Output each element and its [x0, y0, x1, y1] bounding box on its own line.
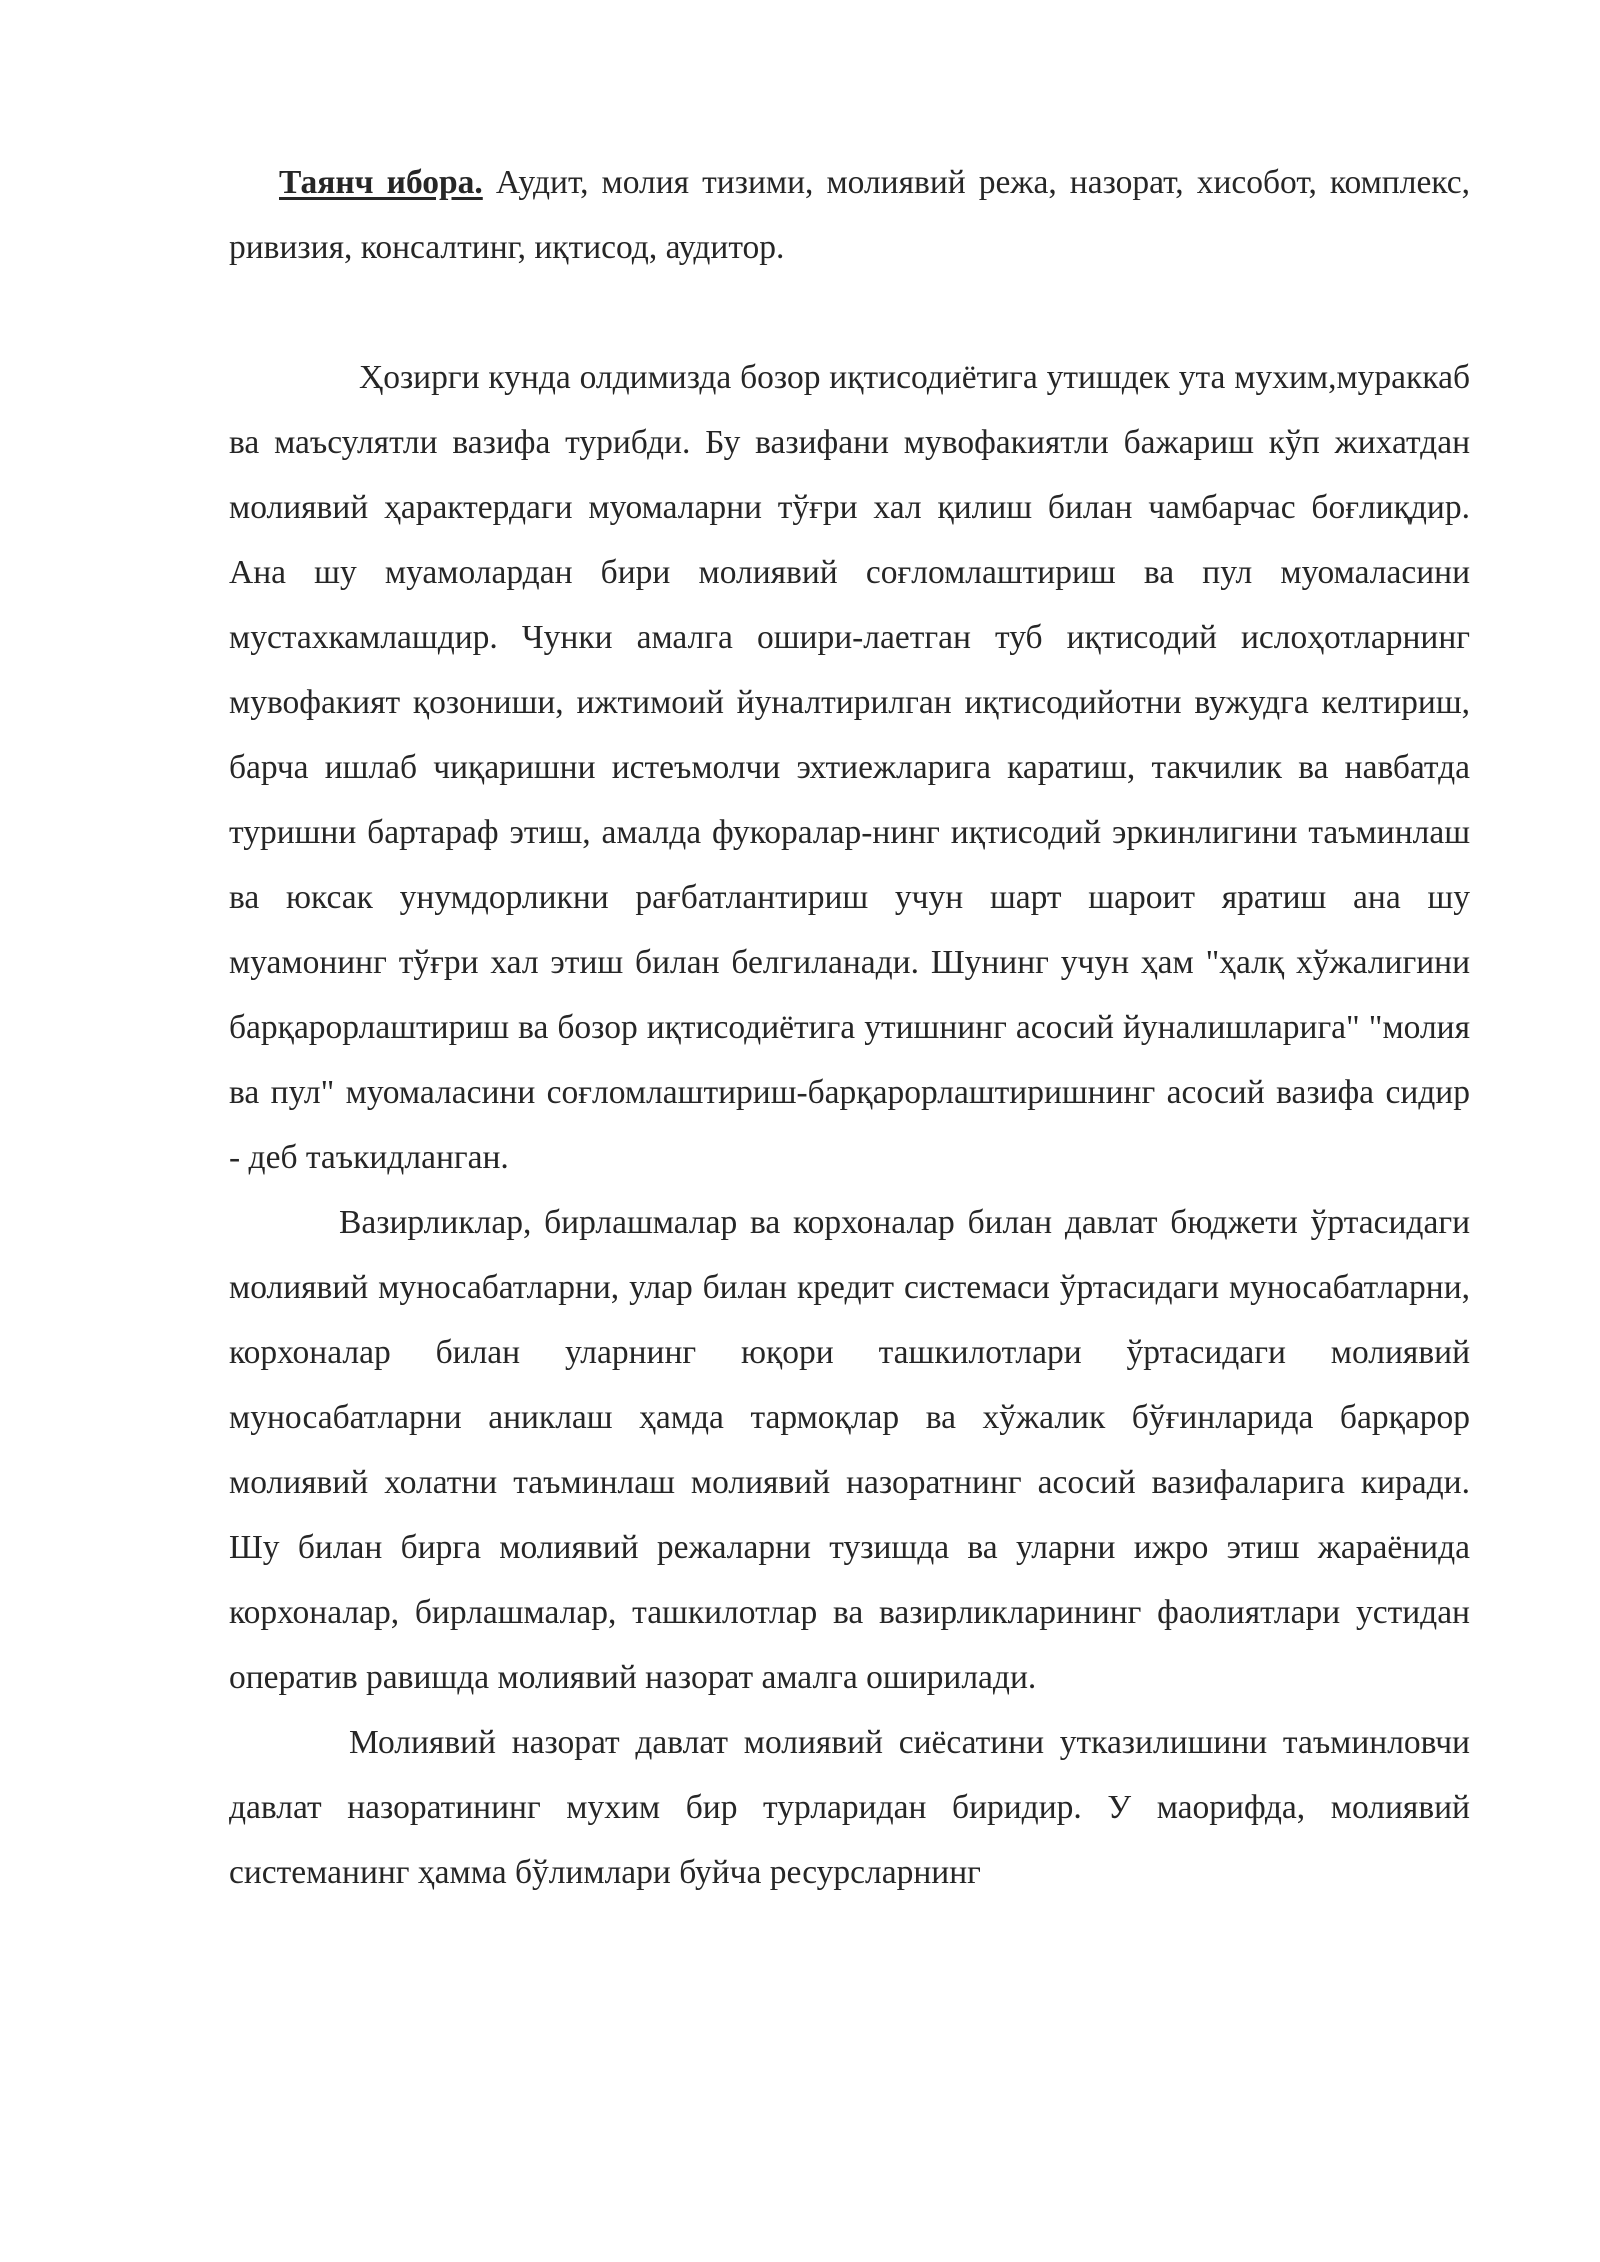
keywords-label: Таянч ибора.	[279, 164, 483, 201]
keywords-text: Аудит, молия тизими, молиявий режа, назорат, хисобот, комплекс, ривизия, консалтинг, иқтисод, аудитор.	[229, 164, 1470, 266]
paragraph-financial-control: Молиявий назорат давлат молиявий сиёсатини утказилишини таъминловчи давлат назоратининг мухим бир турларидан биридир. У маорифда, молиявий системанинг ҳамма бўлимлари буйча ресурсларнинг	[229, 1724, 1470, 1891]
document-body	[229, 150, 1470, 1905]
paragraph-financial-relations: Вазирликлар, бирлашмалар ва корхоналар билан давлат бюджети ўртасидаги молиявий муносабатларни, улар билан кредит системаси ўртасидаги муносабатларни, корхоналар билан уларнинг юқори ташкилотлари ўртасидаги молиявий муносабатларни аниклаш ҳамда тармоқлар ва хўжалик бўғинларида барқарор молиявий холатни таъминлаш молиявий назоратнинг асосий вазифаларига киради. Шу билан бирга молиявий режаларни тузишда ва уларни ижро этиш жараёнида корхоналар, бирлашмалар, ташкилотлар ва вазирликларининг фаолиятлари устидан оператив равишда молиявий назорат амалга оширилади.	[229, 1204, 1470, 1696]
keywords-paragraph	[229, 150, 1470, 280]
paragraph-spacer	[229, 280, 1470, 345]
paragraph-market-economy: Ҳозирги кунда олдимизда бозор иқтисодиётига утишдек ута мухим,мураккаб ва маъсулятли вазифа турибди. Бу вазифани мувофакиятли бажариш кўп жихатдан молиявий ҳарактердаги муомаларни тўғри хал қилиш билан чамбарчас боғлиқдир. Ана шу муамолардан бири молиявий соғломлаштириш ва пул муомаласини мустахкамлашдир. Чунки амалга ошири-лаетган туб иқтисодий ислоҳотларнинг мувофакият қозониши, ижтимоий йуналтирилган иқтисодийотни вужудга келтириш, барча ишлаб чиқаришни истеъмолчи эхтиежларига каратиш, такчилик ва навбатда туришни бартараф этиш, амалда фукоралар-нинг иқтисодий эркинлигини таъминлаш ва юксак унумдорликни рағбатлантириш учун шарт шароит яратиш ана шу муамонинг тўғри хал этиш билан белгиланади. Шунинг учун ҳам "ҳалқ хўжалигини барқарорлаштириш ва бозор иқтисодиётига утишнинг асосий йуналишларига" "молия ва пул" муомаласини соғломлаштириш-барқарорлаштиришнинг асосий вазифа сидир - деб таъкидланган.	[229, 359, 1470, 1176]
